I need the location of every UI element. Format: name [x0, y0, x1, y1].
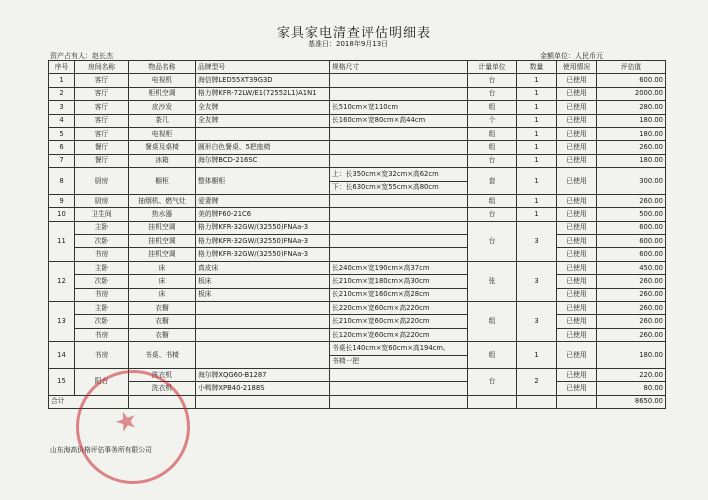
row-unit: 台: [468, 368, 517, 395]
row-unit: 组: [468, 141, 517, 154]
row-unit: 台: [468, 74, 517, 87]
row-qty: 1: [517, 101, 557, 114]
row-qty: 1: [517, 342, 557, 369]
row-status: 已使用: [557, 235, 597, 248]
row-value: 80.00: [597, 382, 666, 395]
row-room: 厨房: [75, 168, 129, 195]
row-value: 260.00: [597, 194, 666, 207]
row-no: 14: [49, 342, 75, 369]
table-row: [49, 87, 666, 100]
row-room: 客厅: [75, 127, 129, 140]
page-title: 家具家电清查评估明细表: [276, 26, 431, 41]
row-unit: 组: [468, 302, 517, 342]
row-no: 1: [49, 74, 75, 87]
row-item: 电视机: [129, 74, 196, 87]
row-no: 3: [49, 101, 75, 114]
row-value: 260.00: [597, 275, 666, 288]
row-value: 600.00: [597, 248, 666, 261]
row-brand: 全友牌: [196, 101, 330, 114]
row-brand: 全友牌: [196, 114, 330, 127]
row-brand: 板床: [196, 288, 330, 301]
row-value: 180.00: [597, 127, 666, 140]
row-brand: 小鸭牌XPB40-2188S: [196, 382, 330, 395]
row-room: 卫生间: [75, 208, 129, 221]
row-status: 已使用: [557, 87, 597, 100]
table-row: [49, 328, 666, 341]
row-room: 客厅: [75, 74, 129, 87]
row-value: 180.00: [597, 154, 666, 167]
row-room: 客厅: [75, 114, 129, 127]
row-unit: 组: [468, 342, 517, 369]
row-no: 6: [49, 141, 75, 154]
row-spec: 长210cm×宽160cm×高28cm: [330, 288, 468, 301]
row-status: 已使用: [557, 328, 597, 341]
row-qty: 1: [517, 154, 557, 167]
row-room: 阳台: [75, 368, 129, 395]
row-brand: [196, 302, 330, 315]
table-row: [49, 208, 666, 221]
row-no: 11: [49, 221, 75, 261]
row-spec-lower: 下：长630cm×宽55cm×高80cm: [330, 181, 468, 194]
row-item: 橱柜: [129, 168, 196, 195]
row-brand: 真皮床: [196, 261, 330, 274]
row-spec: 长210cm×宽60cm×高220cm: [330, 315, 468, 328]
table-row: [49, 275, 666, 288]
row-item: 书桌、书椅: [129, 342, 196, 369]
row-unit: 台: [468, 154, 517, 167]
header-qty: 数量: [517, 61, 557, 74]
row-unit: 台: [468, 87, 517, 100]
base-date: 基准日：2018年9月13日: [308, 40, 389, 48]
table-row: [49, 221, 666, 234]
row-unit: 组: [468, 127, 517, 140]
row-unit: 套: [468, 168, 517, 195]
header-value: 评估值: [597, 61, 666, 74]
row-brand: [196, 328, 330, 341]
row-no: 7: [49, 154, 75, 167]
row-value: 450.00: [597, 261, 666, 274]
row-qty: 3: [517, 261, 557, 301]
row-qty: 1: [517, 141, 557, 154]
row-value: 260.00: [597, 328, 666, 341]
row-room: 客厅: [75, 101, 129, 114]
row-unit: 台: [468, 221, 517, 261]
row-item: 衣橱: [129, 315, 196, 328]
row-qty: 2: [517, 368, 557, 395]
header-no: 序号: [49, 61, 75, 74]
row-room: 书房: [75, 248, 129, 261]
row-item: 床: [129, 288, 196, 301]
row-brand: 格力牌KFR-32GW/(32550)FNAa-3: [196, 221, 330, 234]
row-qty: 1: [517, 74, 557, 87]
row-spec: [330, 154, 468, 167]
table-row: [49, 342, 666, 355]
row-status: 已使用: [557, 141, 597, 154]
row-no: 5: [49, 127, 75, 140]
row-item: 冰箱: [129, 154, 196, 167]
row-qty: 3: [517, 221, 557, 261]
row-qty: 1: [517, 168, 557, 195]
row-brand: 格力牌KFR-72LW/E1(72552L1)A1N1: [196, 87, 330, 100]
table-row: [49, 101, 666, 114]
row-value: 180.00: [597, 342, 666, 369]
table-row: [49, 288, 666, 301]
row-value: 220.00: [597, 368, 666, 381]
company-name: 山东海高价格评估事务所有限公司: [50, 446, 152, 454]
row-spec: [330, 235, 468, 248]
row-value: 260.00: [597, 302, 666, 315]
row-status: 已使用: [557, 368, 597, 381]
row-item: 餐桌及桌椅: [129, 141, 196, 154]
row-status: 已使用: [557, 154, 597, 167]
row-spec: 长210cm×宽180cm×高30cm: [330, 275, 468, 288]
row-spec-chair: 书椅一把: [330, 355, 468, 368]
row-status: 已使用: [557, 168, 597, 195]
row-status: 已使用: [557, 261, 597, 274]
total-label: 合计: [49, 395, 129, 408]
row-room: 厨房: [75, 194, 129, 207]
row-no: 12: [49, 261, 75, 301]
total-value: 8650.00: [597, 395, 666, 408]
row-spec: [330, 248, 468, 261]
row-no: 9: [49, 194, 75, 207]
row-item: 热水器: [129, 208, 196, 221]
row-value: 280.00: [597, 101, 666, 114]
row-brand: 圆形白色餐桌、5把座椅: [196, 141, 330, 154]
row-spec: [330, 194, 468, 207]
row-spec-upper: 上：长350cm×宽32cm×高62cm: [330, 168, 468, 181]
row-item: 电视柜: [129, 127, 196, 140]
row-spec: 长240cm×宽190cm×高37cm: [330, 261, 468, 274]
row-value: 2000.00: [597, 87, 666, 100]
row-spec: [330, 382, 468, 395]
row-brand: [196, 127, 330, 140]
row-item: 茶几: [129, 114, 196, 127]
row-value: 600.00: [597, 221, 666, 234]
row-brand: 整体橱柜: [196, 168, 330, 195]
row-no: 2: [49, 87, 75, 100]
table-row: [49, 235, 666, 248]
header-item: 物品名称: [129, 61, 196, 74]
asset-owner: 资产占有人：赵长杰: [50, 52, 113, 60]
row-unit: 组: [468, 194, 517, 207]
table-row: [49, 127, 666, 140]
row-value: 180.00: [597, 114, 666, 127]
row-status: 已使用: [557, 342, 597, 369]
row-brand: 海尔牌BCD-216SC: [196, 154, 330, 167]
row-room: 餐厅: [75, 154, 129, 167]
row-brand: 海尔牌XQG60-B1287: [196, 368, 330, 381]
row-spec: [330, 74, 468, 87]
row-item: 挂机空调: [129, 221, 196, 234]
row-unit: 个: [468, 114, 517, 127]
row-room: 书房: [75, 328, 129, 341]
row-item: 柜机空调: [129, 87, 196, 100]
row-room: 次卧: [75, 235, 129, 248]
row-brand: 格力牌KFR-32GW/(32550)FNAa-3: [196, 248, 330, 261]
row-status: 已使用: [557, 288, 597, 301]
row-spec: [330, 221, 468, 234]
row-item: 床: [129, 275, 196, 288]
row-qty: 3: [517, 302, 557, 342]
row-room: 客厅: [75, 87, 129, 100]
row-item: 洗衣机: [129, 368, 196, 381]
row-room: 餐厅: [75, 141, 129, 154]
table-row: [49, 168, 666, 181]
row-no: 13: [49, 302, 75, 342]
row-item: 衣橱: [129, 328, 196, 341]
table-row: [49, 74, 666, 87]
row-spec: [330, 368, 468, 381]
row-item: 抽烟机、燃气灶: [129, 194, 196, 207]
row-room: 书房: [75, 288, 129, 301]
table-row: [49, 315, 666, 328]
table-row: [49, 141, 666, 154]
row-room: 书房: [75, 342, 129, 369]
header-status: 使用情况: [557, 61, 597, 74]
row-status: 已使用: [557, 275, 597, 288]
table-row: [49, 154, 666, 167]
row-qty: 1: [517, 194, 557, 207]
row-brand: 板床: [196, 275, 330, 288]
table-row: [49, 248, 666, 261]
row-spec: 长120cm×宽60cm×高220cm: [330, 328, 468, 341]
row-status: 已使用: [557, 208, 597, 221]
row-value: 260.00: [597, 288, 666, 301]
row-value: 260.00: [597, 141, 666, 154]
row-value: 600.00: [597, 235, 666, 248]
row-status: 已使用: [557, 315, 597, 328]
row-spec-desk: 书桌长140cm×宽60cm×高194cm、: [330, 342, 468, 355]
row-spec: 长220cm×宽60cm×高220cm: [330, 302, 468, 315]
table-row: [49, 114, 666, 127]
row-item: 皮沙发: [129, 101, 196, 114]
row-room: 次卧: [75, 315, 129, 328]
row-brand: 美的牌F60-21C6: [196, 208, 330, 221]
row-qty: 1: [517, 87, 557, 100]
table-row: [49, 194, 666, 207]
header-room: 房间名称: [75, 61, 129, 74]
currency-unit: 金额单位：人民币元: [540, 52, 603, 60]
row-status: 已使用: [557, 101, 597, 114]
detail-table: [48, 60, 666, 409]
row-status: 已使用: [557, 194, 597, 207]
row-qty: 1: [517, 127, 557, 140]
row-value: 260.00: [597, 315, 666, 328]
header-row: [49, 61, 666, 74]
row-status: 已使用: [557, 114, 597, 127]
row-status: 已使用: [557, 127, 597, 140]
row-status: 已使用: [557, 302, 597, 315]
row-status: 已使用: [557, 248, 597, 261]
header-spec: 规格尺寸: [330, 61, 468, 74]
row-qty: 1: [517, 114, 557, 127]
row-brand: 海信牌LED55XT39G3D: [196, 74, 330, 87]
row-no: 4: [49, 114, 75, 127]
row-item: 衣橱: [129, 302, 196, 315]
row-status: 已使用: [557, 74, 597, 87]
table-row: [49, 261, 666, 274]
header-brand: 品牌型号: [196, 61, 330, 74]
row-spec: [330, 127, 468, 140]
row-brand: [196, 315, 330, 328]
row-spec: [330, 141, 468, 154]
row-spec: [330, 87, 468, 100]
row-no: 15: [49, 368, 75, 395]
row-value: 500.00: [597, 208, 666, 221]
row-room: 主卧: [75, 261, 129, 274]
row-item: 洗衣机: [129, 382, 196, 395]
row-item: 挂机空调: [129, 248, 196, 261]
row-status: 已使用: [557, 382, 597, 395]
header-unit: 计量单位: [468, 61, 517, 74]
row-item: 挂机空调: [129, 235, 196, 248]
row-spec: [330, 208, 468, 221]
row-brand: 格力牌KFR-32GW/(32550)FNAa-3: [196, 235, 330, 248]
row-value: 600.00: [597, 74, 666, 87]
row-no: 8: [49, 168, 75, 195]
table-row: [49, 302, 666, 315]
row-unit: 张: [468, 261, 517, 301]
row-unit: 组: [468, 101, 517, 114]
row-brand: [196, 342, 330, 369]
row-no: 10: [49, 208, 75, 221]
row-status: 已使用: [557, 221, 597, 234]
row-qty: 1: [517, 208, 557, 221]
row-brand: 爱妻牌: [196, 194, 330, 207]
row-spec: 长510cm×宽110cm: [330, 101, 468, 114]
row-value: 300.00: [597, 168, 666, 195]
row-spec: 长160cm×宽80cm×高44cm: [330, 114, 468, 127]
row-room: 主卧: [75, 221, 129, 234]
row-room: 主卧: [75, 302, 129, 315]
row-room: 次卧: [75, 275, 129, 288]
row-item: 床: [129, 261, 196, 274]
row-unit: 台: [468, 208, 517, 221]
